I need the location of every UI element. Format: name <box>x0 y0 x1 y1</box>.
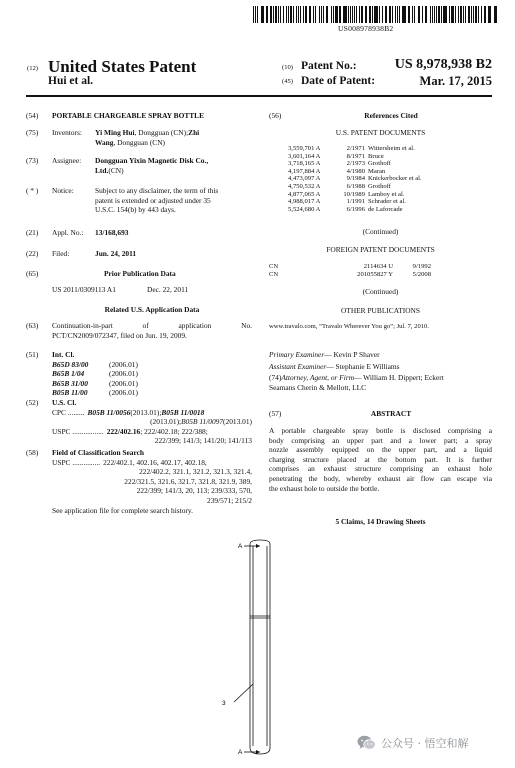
section-arrow-bottom <box>256 750 260 754</box>
other-publication-entry: www.travalo.com, “Travalo Wherever You go”; Jul. 7, 2010. <box>269 323 429 330</box>
patent-number: US 8,978,938 B2 <box>394 57 492 72</box>
field-58-classification-search: (58) Field of Classification Search USPC ............... 222/402.1, 402.16, 402.17, 402.18, 222/402.2, 321.1, 321.2, 321.3, 321.4, 222/321.5, 321.6, 321.7, 321.8, 321.9, 389, 222/399; 141/3, 20, 113; 239/333, 570, 239/571; 215/2 See application file for complete search history. <box>26 448 252 515</box>
field-63-continuation: (63) Continuation-in-part of application No. PCT/CN2009/072347, filed on Jun. 19, 2009. <box>26 321 252 340</box>
foreign-patent-documents-heading: FOREIGN PATENT DOCUMENTS <box>326 245 435 254</box>
field-75-inventors: (75) Inventors: Yi Ming Hui , Dongguan (CN); Zhi Wang , Dongguan (CN) <box>26 128 200 147</box>
other-publications-heading: OTHER PUBLICATIONS <box>340 306 421 315</box>
watermark <box>357 735 469 751</box>
section-label-top: A <box>238 543 243 550</box>
us-patent-documents-list <box>288 145 492 213</box>
patent-type-title: United States Patent <box>48 57 197 76</box>
code-10: (10) <box>282 64 293 71</box>
us-patent-documents-heading: U.S. PATENT DOCUMENTS <box>335 128 426 137</box>
abstract-text <box>269 426 492 493</box>
patent-drawing <box>200 536 320 762</box>
watermark-text: 公众号 · 悟空和解 <box>381 737 469 750</box>
us-patent-doc-row: 4,473,097 A 9/1984 Knickerbocker et al. <box>288 175 422 183</box>
field-22-filed: (22) Filed: Jun. 24, 2011 <box>26 249 137 258</box>
us-patent-doc-row: 5,524,680 A 6/1996 de Laforcade <box>288 205 403 213</box>
continued-link-2[interactable]: (Continued) <box>362 287 399 296</box>
abstract-line: nozzle assembly equipped on the upper part, and a liquid <box>269 445 492 455</box>
patent-no-label: Patent No.: <box>301 60 357 72</box>
examiners: Primary Examiner — Kevin P Shaver Assistant Examiner — Stephanie E Williams (74) Attorney, Agent, or Firm — William H. Dippert; Eckert Seamans Cherin & Mellott, LLC <box>269 350 444 392</box>
foreign-patent-doc-row: CN 201055827 Y 5/2008 <box>269 270 431 278</box>
claims-drawing-sheets: 5 Claims, 14 Drawing Sheets <box>335 517 426 526</box>
publication-number: US008978938B2 <box>338 24 394 33</box>
foreign-patent-doc-row: CN 2114634 U 9/1992 <box>269 263 431 270</box>
us-patent-doc-row: 4,877,065 A 10/1989 Lamboy et al. <box>288 190 405 198</box>
field-54: (54) PORTABLE CHARGEABLE SPRAY BOTTLE <box>26 111 205 120</box>
field-56: (56) <box>269 111 282 120</box>
date-of-patent-label: Date of Patent: <box>301 75 376 87</box>
related-application-heading: Related U.S. Application Data <box>104 305 200 314</box>
abstract-line: the exhaust hole to outside the bottle. <box>269 483 380 493</box>
abstract-heading: ABSTRACT <box>370 409 412 418</box>
section-arrow-top <box>256 544 260 548</box>
us-patent-doc-row: 3,718,165 A 2/1973 Grothoff <box>288 160 391 168</box>
abstract-line: comprises an exhaust structure comprising an exhaust hole <box>269 464 492 474</box>
references-cited-heading: References Cited <box>364 111 418 120</box>
barcode-bar <box>495 6 497 23</box>
wechat-icon <box>357 735 376 751</box>
field-65-prior-publication: (65) Prior Publication Data <box>26 269 176 278</box>
us-patent-doc-row: 4,988,017 A 1/1991 Schrader et al. <box>288 198 406 206</box>
us-patent-doc-row: 3,601,164 A 8/1971 Bruce <box>288 152 384 160</box>
field-21-appl-no: (21) Appl. No.: 13/168,693 <box>26 228 129 237</box>
field-51-int-cl: (51) Int. Cl. B65D 83/00 (2006.01) B65B 1/04 (2006.01) B65B 31/00 (2006.01) B05B 11/00 (2006.01) <box>26 350 138 398</box>
prior-publication-entry: US 2011/0309113 A1 Dec. 22, 2011 <box>52 285 189 294</box>
abstract-line: penetrating the body, whereby exhaust air flow can escape via <box>269 473 492 483</box>
date-of-patent: Mar. 17, 2015 <box>419 74 492 88</box>
us-patent-doc-row: 4,197,884 A 4/1980 Maran <box>288 167 386 175</box>
field-57: (57) <box>269 409 282 418</box>
field-73-assignee: (73) Assignee: Dongguan Yixin Magnetic Disk Co., Ltd. (CN) <box>26 156 209 175</box>
section-label-bottom: A <box>238 749 243 756</box>
header-divider <box>26 95 492 97</box>
inventor-short: Hui et al. <box>48 75 94 87</box>
us-patent-doc-row: 4,750,532 A 6/1988 Grothoff <box>288 182 391 190</box>
us-patent-doc-row: 3,559,701 A 2/1971 Wittersheim et al. <box>288 145 415 152</box>
abstract-line: charging structure placed at the bottom part. It is further <box>269 454 492 464</box>
continued-link-1[interactable]: (Continued) <box>362 227 399 236</box>
barcode <box>253 6 497 24</box>
abstract-line: body comprising an upper part and a lower part; a spray <box>269 435 492 445</box>
reference-numeral-3: 3 <box>222 700 226 707</box>
code-45: (45) <box>282 78 293 85</box>
foreign-patent-documents-list <box>269 263 492 279</box>
field-52-us-cl: (52) U.S. Cl. CPC ......... B05B 11/0056 (2013.01); B05B 11/0018 (2013.01); B05B 11/0097 (2013.01) USPC ................. 222/402.16 ; 222/402.18; 222/388; 222/399; 141/3; 141/20; 141/113 <box>26 398 252 446</box>
abstract-line: A portable chargeable spray bottle is disclosed comprising a <box>269 426 492 435</box>
field-notice: ( * ) Notice: Subject to any disclaimer, the term of this patent is extended or adjusted under 35 U.S.C. 154(b) by 443 days. <box>26 186 219 215</box>
code-12: (12) <box>27 65 38 72</box>
